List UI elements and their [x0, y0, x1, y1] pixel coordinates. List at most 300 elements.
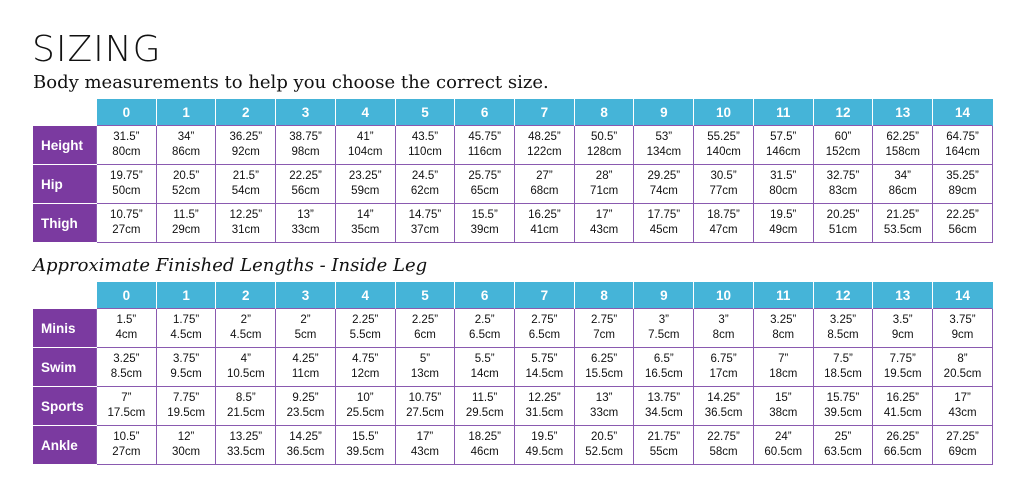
measurement-cell: [395, 165, 455, 204]
cm-value: 49.5cm: [525, 446, 564, 458]
measurement-cell: [634, 387, 694, 426]
inches-value: 62.25”: [886, 131, 919, 143]
measurement-cell: [634, 126, 694, 165]
measurement-cell: [216, 204, 276, 243]
inches-value: 3.25”: [770, 314, 797, 326]
inches-value: 12.25”: [528, 392, 561, 404]
inches-value: 27”: [536, 170, 553, 182]
inches-value: 14.75”: [408, 209, 442, 221]
cm-value: 74cm: [649, 185, 678, 197]
measurement-cell: [933, 309, 993, 348]
table-row: [33, 126, 993, 165]
inches-value: 35.25”: [946, 170, 979, 182]
cm-value: 29cm: [172, 224, 201, 236]
cm-value: 14cm: [470, 368, 499, 380]
cm-value: 17cm: [709, 368, 738, 380]
cm-value: 8cm: [772, 329, 795, 341]
cm-value: 80cm: [112, 146, 141, 158]
size-header-12: 12: [813, 99, 873, 126]
cm-value: 58cm: [709, 446, 738, 458]
size-header-7: 7: [515, 282, 575, 309]
cm-value: 45cm: [649, 224, 678, 236]
cm-value: 9cm: [891, 329, 914, 341]
cm-value: 23.5cm: [286, 407, 325, 419]
size-header-14: 14: [933, 282, 993, 309]
cm-value: 46cm: [470, 446, 499, 458]
measurement-cell: [813, 204, 873, 243]
cm-value: 30cm: [172, 446, 201, 458]
measurement-cell: [515, 348, 575, 387]
measurement-cell: [335, 126, 395, 165]
finished-lengths-body: [33, 309, 993, 465]
inches-value: 20.5”: [591, 431, 618, 443]
cm-value: 122cm: [527, 146, 562, 158]
cm-value: 33.5cm: [226, 446, 265, 458]
inches-value: 55.25”: [707, 131, 740, 143]
measurement-cell: [156, 309, 216, 348]
cm-value: 65cm: [470, 185, 499, 197]
inches-value: 13.25”: [229, 431, 263, 443]
size-header-14: 14: [933, 99, 993, 126]
inches-value: 13”: [297, 209, 314, 221]
measurement-cell: [455, 426, 515, 465]
cm-value: 6cm: [414, 329, 436, 341]
cm-value: 52.5cm: [585, 446, 623, 458]
inches-value: 25.75”: [468, 170, 501, 182]
size-header-5: 5: [395, 282, 455, 309]
measurement-cell: [455, 309, 515, 348]
measurement-cell: [515, 204, 575, 243]
measurement-cell: [634, 309, 694, 348]
cm-value: 52cm: [172, 185, 201, 197]
inches-value: 14”: [356, 209, 374, 221]
size-header-9: 9: [634, 282, 694, 309]
inches-value: 9.25”: [292, 392, 319, 404]
measurement-cell: [395, 309, 455, 348]
cm-value: 55cm: [649, 446, 678, 458]
inches-value: 53”: [655, 131, 673, 143]
inches-value: 17.75”: [647, 209, 681, 221]
measurement-cell: [933, 387, 993, 426]
inches-value: 14.25”: [289, 431, 322, 443]
cm-value: 31cm: [231, 224, 260, 236]
cm-value: 53.5cm: [883, 224, 922, 236]
measurement-cell: [395, 204, 455, 243]
cm-value: 152cm: [825, 146, 861, 158]
inches-value: 2”: [300, 314, 311, 326]
inches-value: 13.75”: [647, 392, 681, 404]
table-row: [33, 348, 993, 387]
row-label-hip: Hip: [33, 165, 97, 204]
table-row: [33, 426, 993, 465]
inches-value: 17”: [954, 392, 971, 404]
measurement-cell: [694, 165, 754, 204]
cm-value: 17.5cm: [107, 407, 146, 419]
inches-value: 14.25”: [707, 392, 740, 404]
inches-value: 60”: [834, 131, 852, 143]
cm-value: 43cm: [590, 224, 619, 236]
inches-value: 1.75”: [172, 314, 200, 326]
inches-value: 5”: [419, 353, 431, 365]
cm-value: 7cm: [593, 329, 615, 341]
cm-value: 7.5cm: [648, 329, 680, 341]
size-header-2: 2: [216, 282, 276, 309]
measurement-cell: [335, 426, 395, 465]
measurement-cell: [156, 387, 216, 426]
cm-value: 110cm: [408, 146, 442, 158]
inches-value: 5.75”: [531, 353, 558, 365]
cm-value: 51cm: [828, 224, 858, 236]
cm-value: 9cm: [951, 329, 974, 341]
size-header-1: 1: [156, 99, 216, 126]
row-label-sports: Sports: [33, 387, 97, 426]
inches-value: 7.5”: [833, 353, 853, 365]
inches-value: 24.5”: [411, 170, 439, 182]
inches-value: 15.5”: [471, 209, 498, 221]
inches-value: 15.75”: [826, 392, 860, 404]
cm-value: 43cm: [410, 446, 440, 458]
size-header-6: 6: [455, 99, 515, 126]
cm-value: 146cm: [766, 146, 801, 158]
inches-value: 27.25”: [946, 431, 979, 443]
measurement-cell: [97, 426, 157, 465]
measurement-cell: [156, 165, 216, 204]
cm-value: 37cm: [410, 224, 440, 236]
measurement-cell: [574, 348, 634, 387]
size-header-6: 6: [455, 282, 515, 309]
cm-value: 92cm: [231, 146, 260, 158]
inches-value: 3.75”: [172, 353, 200, 365]
inches-value: 25”: [834, 431, 852, 443]
cm-value: 89cm: [948, 185, 977, 197]
measurement-cell: [515, 126, 575, 165]
cm-value: 6.5cm: [528, 329, 561, 341]
cm-value: 31.5cm: [525, 407, 564, 419]
cm-value: 8cm: [712, 329, 735, 341]
size-header-row: [33, 99, 993, 126]
cm-value: 50cm: [112, 185, 141, 197]
inches-value: 11.5”: [471, 392, 498, 404]
measurement-cell: [873, 126, 933, 165]
measurement-cell: [634, 204, 694, 243]
inches-value: 17”: [595, 209, 613, 221]
measurement-cell: [694, 126, 754, 165]
inches-value: 4.25”: [292, 353, 319, 365]
inches-value: 7”: [778, 353, 789, 365]
measurement-cell: [813, 387, 873, 426]
measurement-cell: [574, 426, 634, 465]
cm-value: 36.5cm: [704, 407, 743, 419]
inches-value: 15”: [774, 392, 792, 404]
cm-value: 27cm: [112, 224, 141, 236]
inches-value: 17”: [416, 431, 434, 443]
measurement-cell: [574, 204, 634, 243]
inches-value: 41”: [356, 131, 374, 143]
cm-value: 140cm: [706, 146, 741, 158]
measurement-cell: [634, 165, 694, 204]
cm-value: 34.5cm: [644, 407, 683, 419]
measurement-cell: [873, 348, 933, 387]
size-header-5: 5: [395, 99, 455, 126]
inches-value: 23.25”: [348, 170, 382, 182]
measurement-cell: [216, 126, 276, 165]
size-header-10: 10: [694, 99, 754, 126]
inches-value: 3”: [658, 314, 669, 326]
inches-value: 2.25”: [411, 314, 439, 326]
inches-value: 6.5”: [653, 353, 674, 365]
inches-value: 24”: [774, 431, 792, 443]
cm-value: 43cm: [948, 407, 977, 419]
cm-value: 27.5cm: [406, 407, 444, 419]
cm-value: 158cm: [885, 146, 920, 158]
measurement-cell: [515, 426, 575, 465]
row-label-swim: Swim: [33, 348, 97, 387]
cm-value: 5cm: [294, 329, 317, 341]
measurement-cell: [216, 309, 276, 348]
inches-value: 15.5”: [352, 431, 379, 443]
inches-value: 38.75”: [289, 131, 322, 143]
size-header-8: 8: [574, 282, 634, 309]
cm-value: 20.5cm: [943, 368, 982, 380]
cm-value: 62cm: [410, 185, 440, 197]
measurement-cell: [515, 165, 575, 204]
cm-value: 77cm: [709, 185, 738, 197]
cm-value: 4.5cm: [170, 329, 202, 341]
measurement-cell: [455, 165, 515, 204]
inches-value: 5.5”: [474, 353, 495, 365]
cm-value: 39.5cm: [824, 407, 862, 419]
row-label-thigh: Thigh: [33, 204, 97, 243]
measurement-cell: [216, 387, 276, 426]
inches-value: 50.5”: [591, 131, 618, 143]
inches-value: 21.75”: [647, 431, 681, 443]
size-header-10: 10: [694, 282, 754, 309]
measurement-cell: [813, 348, 873, 387]
cm-value: 71cm: [590, 185, 619, 197]
size-header-12: 12: [813, 282, 873, 309]
table-row: [33, 165, 993, 204]
inches-value: 32.75”: [826, 170, 860, 182]
cm-value: 16.5cm: [644, 368, 683, 380]
cm-value: 164cm: [945, 146, 980, 158]
inches-value: 10.5”: [113, 431, 140, 443]
measurement-cell: [276, 126, 336, 165]
measurement-cell: [933, 426, 993, 465]
inches-value: 29.25”: [647, 170, 681, 182]
cm-value: 19.5cm: [883, 368, 922, 380]
inches-value: 19.5”: [770, 209, 797, 221]
cm-value: 56cm: [291, 185, 320, 197]
cm-value: 39cm: [470, 224, 499, 236]
page-title: SIZING: [32, 29, 162, 70]
measurement-cell: [515, 309, 575, 348]
cm-value: 41.5cm: [883, 407, 922, 419]
size-header-11: 11: [753, 282, 813, 309]
inches-value: 2.75”: [531, 314, 558, 326]
cm-value: 6.5cm: [469, 329, 501, 341]
inches-value: 20.5”: [172, 170, 200, 182]
cm-value: 33cm: [590, 407, 619, 419]
inches-value: 34”: [894, 170, 912, 182]
inches-value: 2.75”: [591, 314, 618, 326]
inches-value: 31.5”: [113, 131, 140, 143]
inches-value: 8”: [957, 353, 968, 365]
cm-value: 33cm: [291, 224, 320, 236]
inches-value: 4.75”: [352, 353, 379, 365]
inches-value: 11.5”: [173, 209, 199, 221]
measurement-cell: [97, 387, 157, 426]
measurement-cell: [694, 387, 754, 426]
measurement-cell: [873, 309, 933, 348]
finished-lengths-title: Approximate Finished Lengths - Inside Leg: [33, 255, 428, 276]
inches-value: 8.5”: [235, 392, 256, 404]
measurement-cell: [753, 204, 813, 243]
inches-value: 21.25”: [886, 209, 919, 221]
measurement-cell: [813, 126, 873, 165]
measurement-cell: [276, 348, 336, 387]
measurement-cell: [455, 126, 515, 165]
cm-value: 41cm: [530, 224, 559, 236]
size-header-0: 0: [97, 282, 157, 309]
inches-value: 2.5”: [474, 314, 495, 326]
inches-value: 19.75”: [110, 170, 143, 182]
inches-value: 10”: [356, 392, 374, 404]
cm-value: 128cm: [586, 146, 622, 158]
table-row: [33, 387, 993, 426]
cm-value: 14.5cm: [525, 368, 564, 380]
inches-value: 1.5”: [116, 314, 137, 326]
cm-value: 25.5cm: [346, 407, 385, 419]
measurement-cell: [574, 309, 634, 348]
inches-value: 30.5”: [710, 170, 737, 182]
body-measurements-table: [33, 99, 993, 243]
inches-value: 7.75”: [172, 392, 200, 404]
measurement-cell: [216, 426, 276, 465]
inches-value: 7.75”: [889, 353, 916, 365]
cm-value: 134cm: [646, 146, 682, 158]
row-label-minis: Minis: [33, 309, 97, 348]
inches-value: 34”: [177, 131, 195, 143]
measurement-cell: [97, 348, 157, 387]
measurement-cell: [694, 426, 754, 465]
measurement-cell: [873, 426, 933, 465]
cm-value: 36.5cm: [286, 446, 325, 458]
table-row: [33, 204, 993, 243]
measurement-cell: [97, 309, 157, 348]
inches-value: 64.75”: [946, 131, 979, 143]
cm-value: 4.5cm: [230, 329, 262, 341]
measurement-cell: [216, 348, 276, 387]
measurement-cell: [276, 165, 336, 204]
measurement-cell: [753, 309, 813, 348]
cm-value: 80cm: [769, 185, 798, 197]
inches-value: 45.75”: [468, 131, 501, 143]
inches-value: 3”: [718, 314, 729, 326]
measurement-cell: [395, 387, 455, 426]
table-corner: [33, 99, 97, 126]
cm-value: 5.5cm: [349, 329, 381, 341]
measurement-cell: [634, 426, 694, 465]
size-header-9: 9: [634, 99, 694, 126]
size-header-1: 1: [156, 282, 216, 309]
inches-value: 22.25”: [289, 170, 322, 182]
size-header-3: 3: [276, 282, 336, 309]
measurement-cell: [753, 387, 813, 426]
measurement-cell: [156, 348, 216, 387]
measurement-cell: [515, 387, 575, 426]
measurement-cell: [395, 348, 455, 387]
measurement-cell: [753, 126, 813, 165]
measurement-cell: [873, 387, 933, 426]
measurement-cell: [873, 165, 933, 204]
measurement-cell: [574, 126, 634, 165]
table-row: [33, 309, 993, 348]
size-header-2: 2: [216, 99, 276, 126]
measurement-cell: [335, 204, 395, 243]
measurement-cell: [335, 348, 395, 387]
measurement-cell: [694, 204, 754, 243]
inches-value: 19.5”: [531, 431, 558, 443]
inches-value: 16.25”: [528, 209, 561, 221]
measurement-cell: [694, 348, 754, 387]
cm-value: 10.5cm: [226, 368, 265, 380]
table-corner: [33, 282, 97, 309]
cm-value: 35cm: [351, 224, 380, 236]
measurement-cell: [156, 126, 216, 165]
size-header-8: 8: [574, 99, 634, 126]
measurement-cell: [933, 204, 993, 243]
measurement-cell: [813, 165, 873, 204]
cm-value: 39.5cm: [346, 446, 385, 458]
measurement-cell: [455, 387, 515, 426]
measurement-cell: [813, 309, 873, 348]
measurement-cell: [933, 348, 993, 387]
inches-value: 22.75”: [707, 431, 740, 443]
measurement-cell: [216, 165, 276, 204]
cm-value: 47cm: [709, 224, 738, 236]
inches-value: 36.25”: [229, 131, 263, 143]
cm-value: 8.5cm: [110, 368, 143, 380]
measurement-cell: [276, 204, 336, 243]
size-header-7: 7: [515, 99, 575, 126]
measurement-cell: [395, 126, 455, 165]
cm-value: 27cm: [112, 446, 141, 458]
inches-value: 2.25”: [352, 314, 379, 326]
measurement-cell: [156, 426, 216, 465]
size-header-13: 13: [873, 99, 933, 126]
measurement-cell: [335, 387, 395, 426]
cm-value: 11cm: [291, 368, 320, 380]
cm-value: 38cm: [769, 407, 798, 419]
measurement-cell: [276, 387, 336, 426]
inches-value: 2”: [240, 314, 251, 326]
measurement-cell: [933, 165, 993, 204]
cm-value: 98cm: [291, 146, 320, 158]
measurement-cell: [335, 165, 395, 204]
measurement-cell: [156, 204, 216, 243]
measurement-cell: [276, 426, 336, 465]
measurement-cell: [335, 309, 395, 348]
measurement-cell: [873, 204, 933, 243]
inches-value: 3.25”: [829, 314, 857, 326]
inches-value: 26.25”: [886, 431, 919, 443]
size-header-13: 13: [873, 282, 933, 309]
inches-value: 22.25”: [946, 209, 979, 221]
inches-value: 10.75”: [110, 209, 143, 221]
inches-value: 21.5”: [232, 170, 259, 182]
measurement-cell: [455, 348, 515, 387]
measurement-cell: [97, 126, 157, 165]
